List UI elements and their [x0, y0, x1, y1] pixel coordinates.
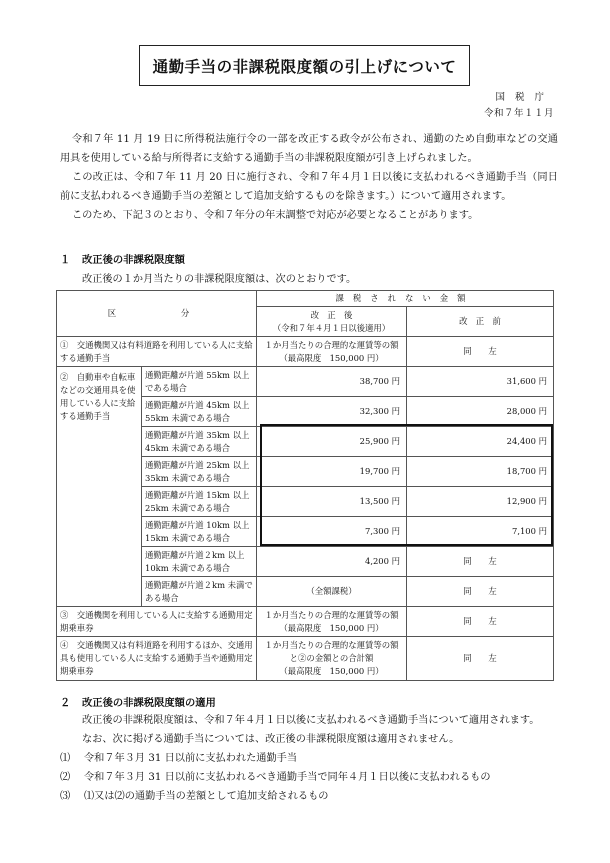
section2-body — [60, 711, 558, 806]
distance-before: 7,100 円 — [407, 517, 554, 547]
limit-table — [56, 290, 554, 681]
distance-before: 同 左 — [407, 577, 554, 607]
distance-label: 通勤距離が片道２km 未満である場合 — [142, 577, 257, 607]
table-row — [57, 637, 554, 681]
intro-paragraph-1: 令和７年 11 月 19 日に所得税法施行令の一部を改正する政令が公布され、通勤のため自動車などの交通用具を使用している給与所得者に支給する通勤手当の非課税限度額が引き上げられました。 — [60, 134, 558, 164]
issue-date: 令和７年１１月 — [483, 108, 554, 119]
item-text: ⑴又は⑵の通勤手当の差額として追加支給されるもの — [84, 791, 329, 802]
item-mark: ⑶ — [60, 791, 71, 802]
header-amount: 課税されない金額 — [257, 291, 554, 307]
distance-label: 通勤距離が片道 45km 以上 55km 未満である場合 — [142, 397, 257, 427]
distance-after: 32,300 円 — [257, 397, 407, 427]
item-mark: ⑵ — [60, 772, 71, 783]
row1-after-line2: （最高限度 150,000 円） — [279, 352, 384, 363]
section2-line-2: なお、次に掲げる通勤手当については、改正後の非課税限度額は適用されません。 — [82, 734, 460, 745]
row4-after-line3: （最高限度 150,000 円） — [279, 666, 384, 676]
row4-after-line2: と②の金額との合計額 — [289, 653, 374, 663]
distance-after: 19,700 円 — [257, 457, 407, 487]
distance-label: 通勤距離が片道 15km 以上 25km 未満である場合 — [142, 487, 257, 517]
header-after — [257, 307, 407, 337]
section1-heading — [60, 251, 185, 266]
row1-label: ① 交通機関又は有料道路を利用している人に支給する通勤手当 — [57, 337, 257, 367]
header-after-label: 改 正 後 — [310, 309, 353, 320]
row4-label: ④ 交通機関又は有料道路を利用するほか、交通用具も使用している人に支給する通勤手当や通勤用定期乗車券 — [57, 637, 257, 681]
section2-line-1: 改正後の非課税限度額は、令和７年４月１日以後に支払われるべき通勤手当について適用されます。 — [82, 715, 540, 726]
distance-after: （全額課税） — [257, 577, 407, 607]
section2-number: ２ — [60, 697, 71, 709]
item-text: 令和７年３月 31 日以前に支払われるべき通勤手当で同年４月１日以後に支払われるもの — [84, 772, 491, 783]
distance-before: 28,000 円 — [407, 397, 554, 427]
section2-title: 改正後の非課税限度額の適用 — [82, 697, 216, 709]
intro-paragraphs — [60, 130, 558, 225]
intro-paragraph-3: このため、下記３のとおり、令和７年分の年末調整で対応が必要となることがあります。 — [72, 210, 479, 221]
distance-after: 38,700 円 — [257, 367, 407, 397]
section1-title: 改正後の非課税限度額 — [82, 254, 185, 266]
list-item — [60, 749, 558, 768]
row2-label: ② 自動車や自転車などの交通用具を使用している人に支給する通勤手当 — [57, 367, 142, 607]
distance-label: 通勤距離が片道 10km 以上 15km 未満である場合 — [142, 517, 257, 547]
section2-heading — [60, 694, 216, 709]
distance-after: 25,900 円 — [257, 427, 407, 457]
table-row — [57, 337, 554, 367]
distance-label: 通勤距離が片道 25km 以上 35km 未満である場合 — [142, 457, 257, 487]
row3-before: 同 左 — [407, 607, 554, 637]
row1-before: 同 左 — [407, 337, 554, 367]
table-row — [57, 607, 554, 637]
row3-after-line1: １か月当たりの合理的な運賃等の額 — [264, 609, 399, 620]
distance-label: 通勤距離が片道２km 以上 10km 未満である場合 — [142, 547, 257, 577]
issuer: 国税庁 — [495, 92, 554, 103]
item-mark: ⑴ — [60, 753, 71, 764]
row3-after — [257, 607, 407, 637]
page-title-text: 通勤手当の非課税限度額の引上げについて — [152, 57, 457, 76]
distance-after: 7,300 円 — [257, 517, 407, 547]
distance-after: 13,500 円 — [257, 487, 407, 517]
table-row — [57, 367, 554, 397]
distance-before: 24,400 円 — [407, 427, 554, 457]
intro-paragraph-2: この改正は、令和７年 11 月 20 日に施行され、令和７年４月１日以後に支払われるべき通勤手当（同日前に支払われるべき通勤手当の差額として追加支給するものを除きます。）について適用されます。 — [60, 172, 558, 202]
row4-after — [257, 637, 407, 681]
header-before: 改 正 前 — [407, 307, 554, 337]
header-after-sub: （令和７年４月１日以後適用） — [272, 322, 391, 333]
section1-intro: 改正後の１か月当たりの非課税限度額は、次のとおりです。 — [82, 274, 357, 285]
item-text: 令和７年３月 31 日以前に支払われた通勤手当 — [84, 753, 298, 764]
row1-after — [257, 337, 407, 367]
distance-before: 同 左 — [407, 547, 554, 577]
row3-after-line2: （最高限度 150,000 円） — [279, 622, 384, 633]
distance-before: 31,600 円 — [407, 367, 554, 397]
header-kubun: 区 分 — [57, 291, 257, 337]
distance-label: 通勤距離が片道 35km 以上 45km 未満である場合 — [142, 427, 257, 457]
row1-after-line1: １か月当たりの合理的な運賃等の額 — [264, 339, 399, 350]
distance-after: 4,200 円 — [257, 547, 407, 577]
list-item — [60, 768, 558, 787]
row3-label: ③ 交通機関を利用している人に支給する通勤用定期乗車券 — [57, 607, 257, 637]
distance-label: 通勤距離が片道 55km 以上である場合 — [142, 367, 257, 397]
page-title — [139, 45, 470, 86]
distance-before: 12,900 円 — [407, 487, 554, 517]
distance-before: 18,700 円 — [407, 457, 554, 487]
row4-after-line1: １か月当たりの合理的な運賃等の額 — [264, 640, 399, 650]
section1-number: １ — [60, 254, 71, 266]
list-item — [60, 787, 558, 806]
row4-before: 同 左 — [407, 637, 554, 681]
